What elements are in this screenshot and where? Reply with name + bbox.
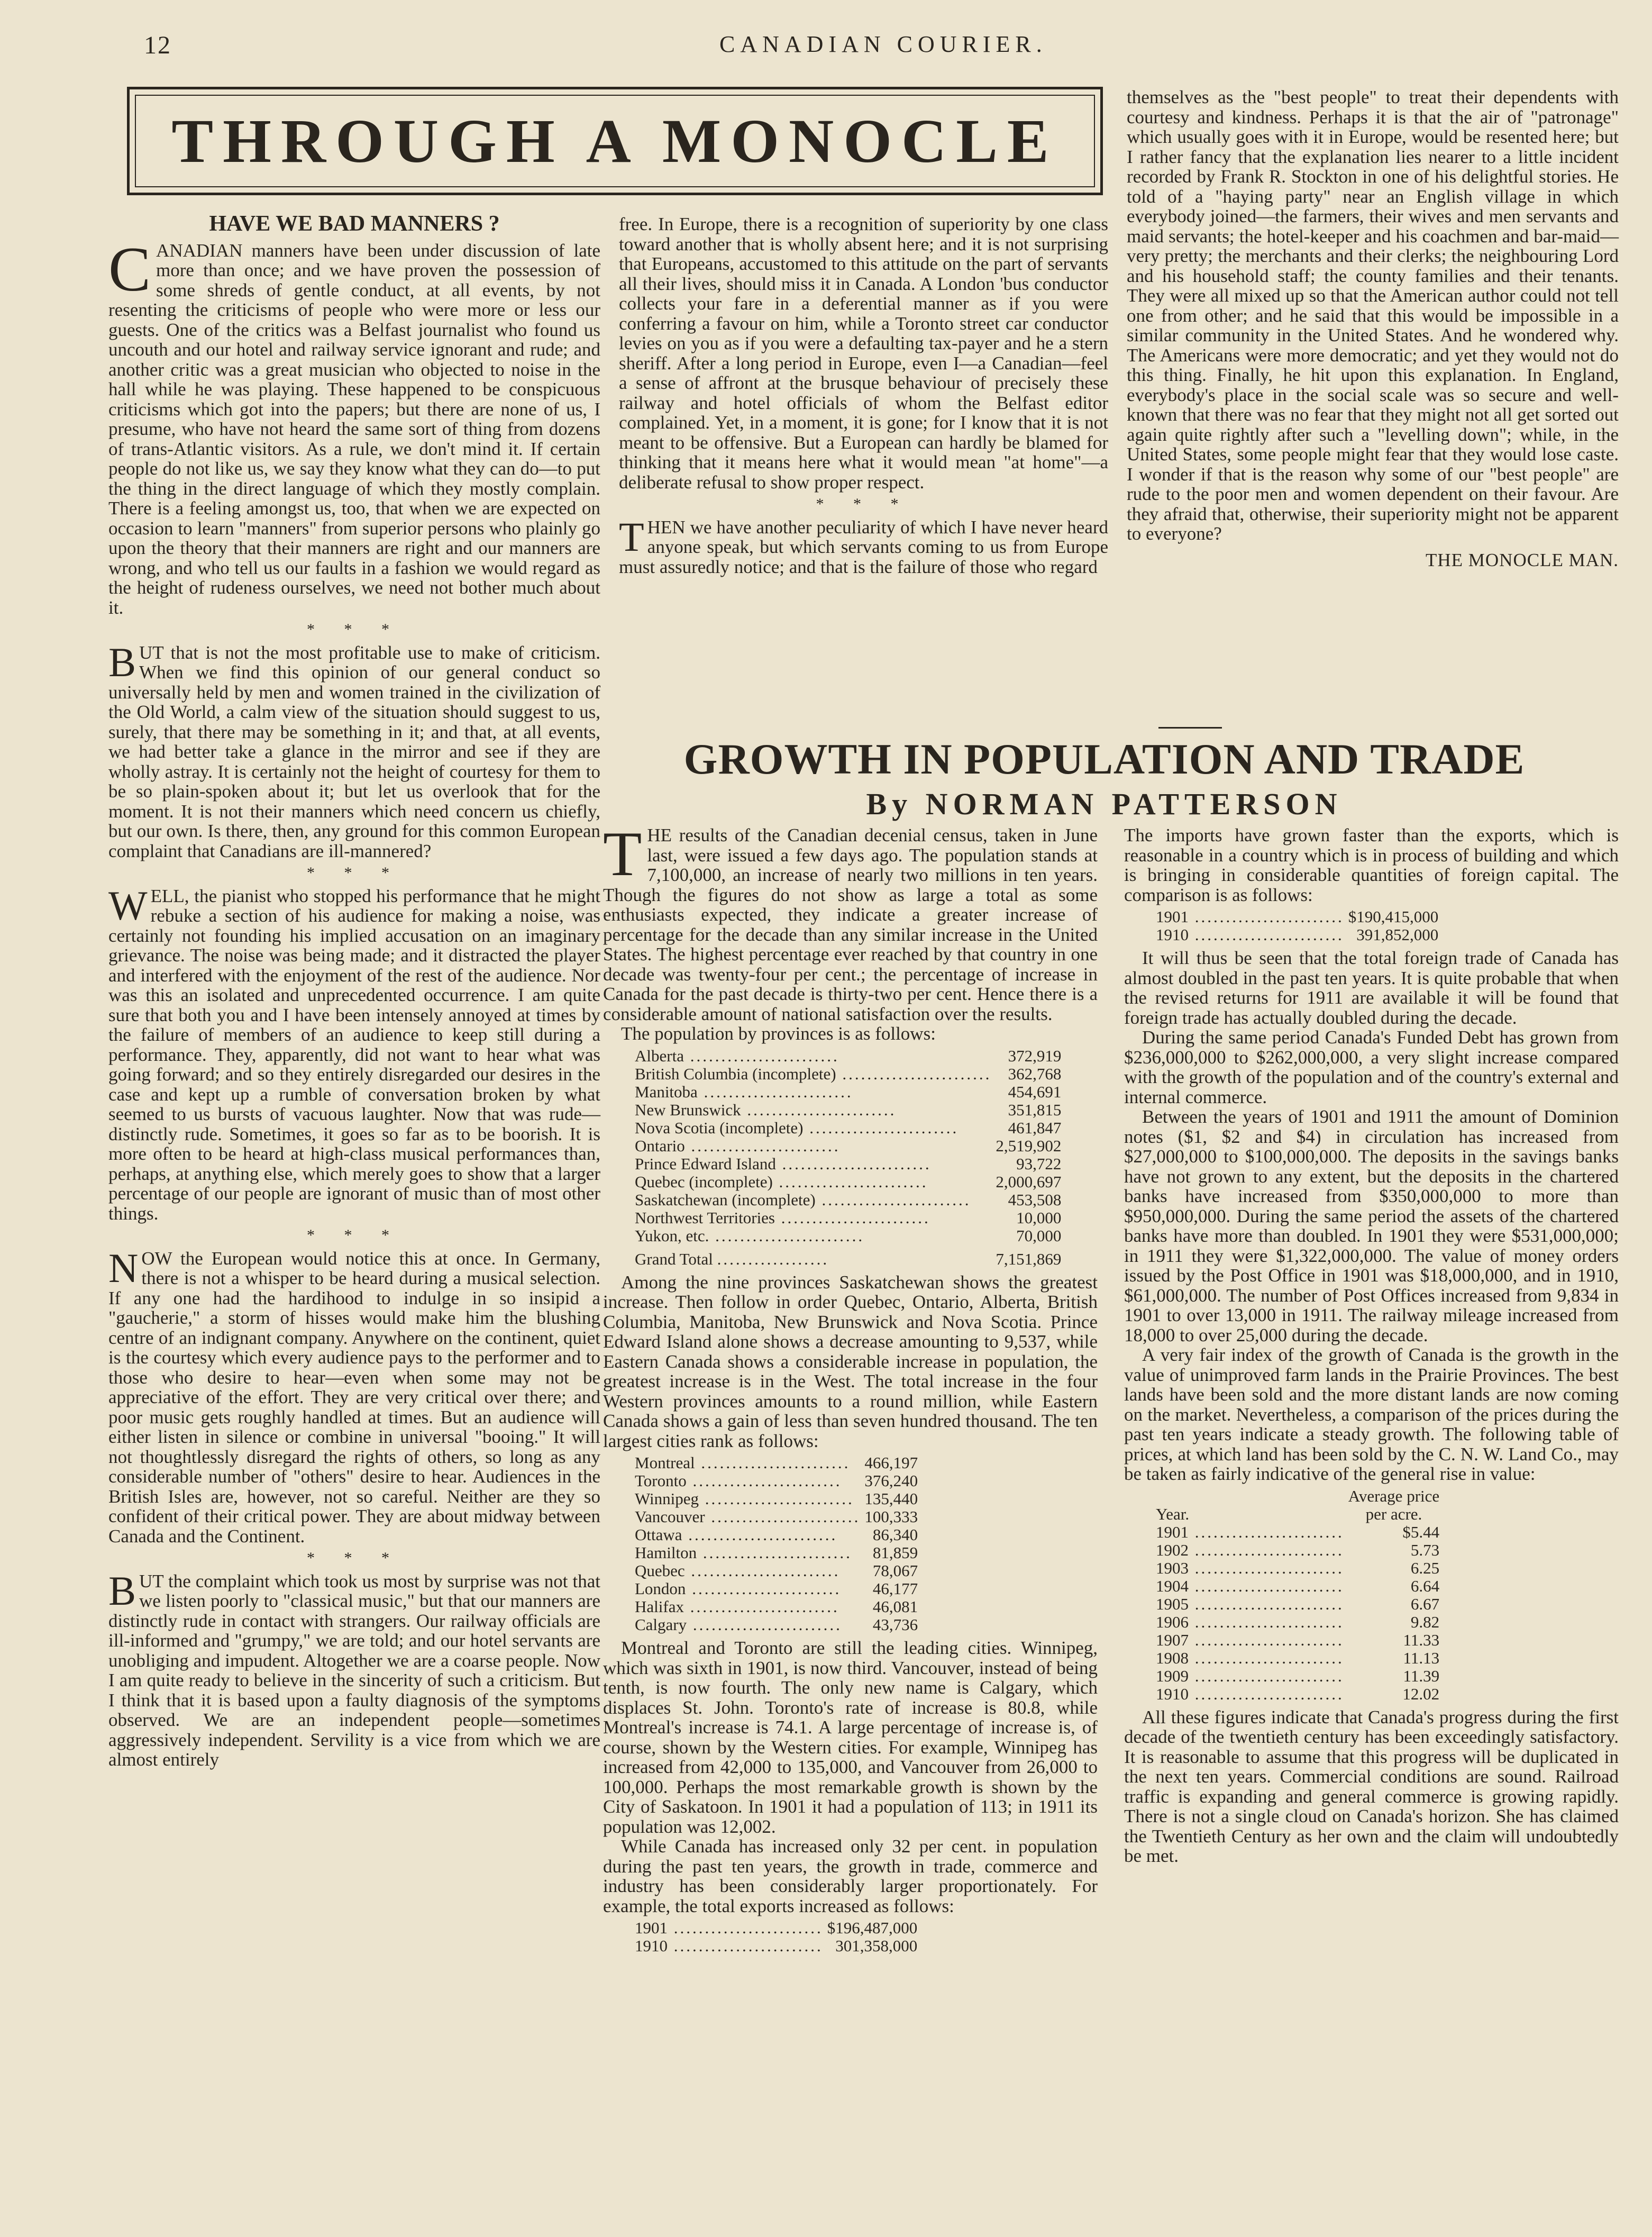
column-title: THROUGH A MONOCLE: [135, 95, 1095, 187]
city-row: London ........................ 46,177: [635, 1579, 918, 1598]
city-row: Ottawa ........................ 86,340: [635, 1525, 918, 1544]
province-row: Nova Scotia (incomplete) ........................ 461,847: [635, 1118, 1062, 1137]
city-row: Halifax ........................ 46,081: [635, 1597, 918, 1616]
monocle-column-3: [1127, 87, 1619, 570]
province-row: Yukon, etc. ........................ 70,000: [635, 1226, 1062, 1245]
monocle-paragraph: free. In Europe, there is a recognition of superiority by one class toward another that is wholly absent here; and it is not surprising that Europeans, accustomed to this attitude on the part of servants all their lives, should miss it in Canada. A London 'bus conductor collects your fare in a deferential manner as if you were conferring a favour on him, while a Toronto street car conductor levies on you as if you were a defaulting tax-payer and he a stern sheriff. After a long period in Europe, even I—a Canadian—feel a sense of affront at the brusque behaviour of precisely these railway and hotel officials of whom the Belfast editor complained. Yet, in a moment, it is gone; for I know that it is not meant to be offensive. But a European can hardly be blamed for thinking that it means here what it would mean "at home"—a deliberate refusal to show proper respect.: [619, 214, 1108, 493]
article-column-1: [603, 819, 1098, 1959]
drop-cap: B: [108, 1567, 136, 1614]
land-price-table: [1156, 1487, 1439, 1703]
page-number: 12: [144, 31, 171, 59]
province-row: Prince Edward Island ........................ 93,722: [635, 1154, 1062, 1173]
monocle-paragraph: THEN we have another peculiarity of which I have never heard anyone speak, but which servants coming to us from Europe must assuredly notice; and that is the failure of those who regard: [619, 513, 1108, 577]
imports-row: 1901 ........................ $190,415,000: [1156, 907, 1439, 926]
article-divider: [1158, 727, 1222, 729]
section-break-stars: * * *: [307, 1549, 402, 1567]
article-paragraph: During the same period Canada's Funded Debt has grown from $236,000,000 to $262,000,000, a very slight increase compared with the growth of the population and of the country's external and internal commerce.: [1124, 1027, 1619, 1107]
drop-cap: C: [108, 233, 151, 304]
article-paragraph: Montreal and Toronto are still the leading cities. Winnipeg, which was sixth in 1901, is now third. Vancouver, instead of being tenth, is now fourth. The only new name is Calgary, which displaces St. John. Toronto's rate of increase is 80.8, while Montreal's increase is 74.1. A large percentage of increase is, of course, shown by the Western cities. For example, Winnipeg has increased from 42,000 to 135,000, and Vancouver from 26,000 to 100,000. Perhaps the most remarkable growth is shown by the City of Saskatoon. In 1901 it had a population of 113; in 1911 its population was 12,002.: [603, 1638, 1098, 1837]
city-population-table: [635, 1454, 918, 1634]
grand-total-row: Grand Total .................. 7,151,869: [635, 1249, 1062, 1268]
province-row: Northwest Territories ........................ 10,000: [635, 1208, 1062, 1227]
monocle-paragraph: WELL, the pianist who stopped his performance that he might rebuke a section of his audience for making a noise, was certainly not founding his implied accusation on an imaginary grievance. The noise was being made; and it distracted the player and interfered with the enjoyment of the rest of the audience. Nor was this an isolated and unprecedented occurrence. I am quite sure that both you and I have been intensely annoyed at times by the failure of members of an audience to keep still during a performance. They, apparently, did not want to hear what was going forward; and so they entirely disregarded our desires in the case and kept up a rumble of conversation broken by what seemed to us bursts of vacuous laughter. Now that was rude—distinctly rude. Sometimes, it goes so far as to be boorish. It is more often to be heard at high-class musical performances than, perhaps, at anything else, which merely goes to show that a larger percentage of our people are ignorant of music than of most other things.: [108, 882, 600, 1224]
city-row: Montreal ........................ 466,197: [635, 1453, 918, 1472]
province-row: British Columbia (incomplete) ........................ 362,768: [635, 1064, 1062, 1083]
drop-cap: T: [603, 819, 642, 889]
city-row: Vancouver ........................ 100,333: [635, 1507, 918, 1526]
city-row: Quebec ........................ 78,067: [635, 1561, 918, 1580]
province-row: Manitoba ........................ 454,691: [635, 1082, 1062, 1101]
land-price-row: 1901 ........................ $5.44: [1156, 1522, 1440, 1541]
section-break-stars: * * *: [307, 621, 402, 638]
imports-row: 1910 ........................ 391,852,000: [1156, 925, 1439, 944]
monocle-paragraph: themselves as the "best people" to treat their dependents with courtesy and kindness. Perhaps it is that the air of "patronage" which usually goes with it in Europe, would be resented here; but I rather fancy that the explanation lies nearer to a little incident recorded by Frank R. Stockton in one of his delightful stories. He told of a "haying party" near an English village in which everybody joined—the farmers, their wives and men servants and maid servants; the hotel-keeper and his coachmen and bar-maid—very pretty; the merchants and their clerks; the neighbouring Lord and his household staff; the county families and their tenants. They were all mixed up so that the American author could not tell one from other; and he said that this would be impossible in a similar community in the United States. And he wondered why. The Americans were more democratic; and yet they would not do this thing. Finally, he hit upon this explanation. In England, everybody's place in the social scale was so secure and well-known that there was no fear that they might not all get sorted out again quite rightly after such a "levelling down"; while, in the United States, some people might fear that they would lose caste. I wonder if that is the reason why some of our "best people" are rude to the poor men and women dependent on their favour. Are they afraid that, otherwise, their superiority might not be apparent to everyone?: [1127, 87, 1619, 544]
article-paragraph: Among the nine provinces Saskatchewan shows the greatest increase. Then follow in order Quebec, Ontario, Alberta, British Columbia, Manitoba, New Brunswick and Nova Scotia. Prince Edward Island alone shows a decrease amounting to 9,537, while Eastern Canada shows a considerable increase in population, the greatest increase is in the West. The total increase in the four Western provinces amounts to a round million, while Eastern Canada shows a gain of less than seven hundred thousand. The ten largest cities rank as follows:: [603, 1271, 1098, 1451]
land-price-row: 1905 ........................ 6.67: [1156, 1594, 1440, 1613]
land-price-row: 1902 ........................ 5.73: [1156, 1540, 1440, 1559]
monocle-paragraph: NOW the European would notice this at once. In Germany, there is not a whisper to be heard during a musical selection. If any one had the hardihood to indulge in so insipid a "gaucherie," a storm of hisses would make him the blushing centre of an indignant company. Anywhere on the continent, quiet is the courtesy which every audience pays to the performer and to those who desire to hear—even when some may not be appreciative of the effort. They are very critical over there; and poor music gets roughly handled at times. But an audience will either listen in silence or combine in universal "booing." It will not thoughtlessly disregard the rights of others, so long as any considerable number of "others" desire to hear. Audiences in the British Isles are, however, not so careful. Neither are they so confident of their critical power. They are about midway between Canada and the Continent.: [108, 1244, 600, 1547]
article-headline: GROWTH IN POPULATION AND TRADE: [683, 735, 1525, 783]
article-paragraph: While Canada has increased only 32 per cent. in population during the past ten years, the growth in trade, commerce and industry has been considerably larger proportionately. For example, the total exports increased as follows:: [603, 1836, 1098, 1916]
city-row: Hamilton ........................ 81,859: [635, 1543, 918, 1562]
column-title-box: [127, 87, 1103, 195]
monocle-paragraph: BUT that is not the most profitable use to make of criticism. When we find this opinion of our general conduct so universally held by men and women trained in the civilization of the Old World, a calm view of the situation should suggest to us, surely, that there may be something in it; and that, at all events, we had better take a glance in the mirror and see if they are wholly astray. It is certainly not the height of courtesy for them to be so plain-spoken about it; but let us overlook that for the moment. It is not their manners which need concern us chiefly, but our own. Is there, then, any ground for this common European complaint that Canadians are ill-mannered?: [108, 639, 600, 861]
article-paragraph: THE results of the Canadian decenial census, taken in June last, were issued a few days ago. The population stands at 7,100,000, an increase of nearly two millions in ten years. Though the figures do not show as large a total as some enthusiasts expected, they indicate a greater increase of percentage for the decade than any similar increase in the United States. The highest percentage ever reached by that country in one decade was twenty-four per cent.; the percentage of increase in Canada for the past decade is thirty-two per cent. Hence there is a considerable amount of national satisfaction over the results.: [603, 819, 1098, 1024]
section-break-stars: * * *: [307, 1226, 402, 1244]
article-byline: By NORMAN PATTERSON: [866, 787, 1343, 821]
city-row: Toronto ........................ 376,240: [635, 1471, 918, 1490]
province-row: Quebec (incomplete) ........................ 2,000,697: [635, 1172, 1062, 1191]
imports-table: [1156, 908, 1438, 944]
monocle-paragraph: BUT the complaint which took us most by surprise was not that we listen poorly to "classical music," but that our manners are distinctly rude in contact with strangers. Our railway officials are ill-informed and "grumpy," we are told; and our hotel servants are unobliging and impudent. Altogether we are a coarse people. Now I am quite ready to believe in the sincerity of such a criticism. But I think that it is based upon a faulty diagnosis of the symptoms observed. We are an independent people—sometimes aggressively independent. Servility is a vice from which we are almost entirely: [108, 1567, 600, 1770]
article-paragraph: It will thus be seen that the total foreign trade of Canada has almost doubled in the past ten years. It is quite probable that when the revised returns for 1911 are available it will be found that foreign trade has actually doubled during the decade.: [1124, 948, 1619, 1028]
land-price-row: 1904 ........................ 6.64: [1156, 1576, 1440, 1595]
exports-row: 1901 ........................ $196,487,000: [635, 1918, 918, 1937]
running-head: CANADIAN COURIER.: [719, 31, 1047, 57]
province-population-table: [635, 1047, 1061, 1268]
drop-cap: B: [108, 639, 136, 685]
article-paragraph: All these figures indicate that Canada's progress during the first decade of the twentieth century has been exceedingly satisfactory. It is reasonable to assume that this progress will be duplicated in the next ten years. Commercial conditions are sound. Railroad traffic is expanding and general commerce is growing rapidly. There is not a single cloud on Canada's horizon. She has claimed the Twentieth Century as her own and the claim will undoubtedly be met.: [1124, 1706, 1619, 1866]
monocle-paragraph: CANADIAN manners have been under discussion of late more than once; and we have proven the possession of some shreds of gentle conduct, at all events, by not resenting the criticisms of people who were more or less our guests. One of the critics was a Belfast journalist who found us uncouth and our hotel and railway service ignorant and rude; and another critic was a great musician who objected to noise in the hall while he was playing. These happened to be conspicuous criticisms which got into the papers; but there are none of us, I presume, who have not heard the same sort of thing from dozens of trans-Atlantic visitors. As a rule, we don't mind it. If certain people do not like us, we say they know what they can do—to put the thing in the direct language of which they mostly complain. There is a feeling amongst us, too, that when we are expected on occasion to learn "manners" from superior persons who plainly go upon the theory that their manners are right and our manners are wrong, and who tell us our faults in a fashion we would regard as the height of rudeness ourselves, we need not bother much about it.: [108, 233, 600, 618]
section-break-stars: * * *: [816, 495, 911, 513]
article-column-2: [1124, 825, 1619, 1866]
land-price-row: 1908 ........................ 11.13: [1156, 1648, 1440, 1667]
monocle-heading: HAVE WE BAD MANNERS ?: [209, 212, 500, 236]
province-row: Ontario ........................ 2,519,902: [635, 1136, 1062, 1155]
article-paragraph: Between the years of 1901 and 1911 the amount of Dominion notes ($1, $2 and $4) in circulation has increased from $27,000,000 to $100,000,000. The deposits in the savings banks have not grown to any extent, but the deposits in the chartered banks have increased from $350,000,000 to more than $950,000,000. During the same period the assets of the chartered banks have more than doubled. In 1901 they were $531,000,000; in 1911 they were $1,322,000,000. The value of money orders issued by the Post Office in 1901 was $18,000,000, and in 1910, $61,000,000. The number of Post Offices increased from 9,834 in 1901 to over 13,000 in 1911. The railway mileage increased from 18,000 to over 25,000 during the decade.: [1124, 1106, 1619, 1345]
exports-table: [635, 1919, 917, 1955]
drop-cap: T: [619, 513, 644, 560]
land-price-row: 1903 ........................ 6.25: [1156, 1558, 1440, 1577]
land-price-row: 1906 ........................ 9.82: [1156, 1612, 1440, 1631]
article-paragraph: The imports have grown faster than the exports, which is reasonable in a country which is in process of building and which is bringing in considerable quantities of foreign capital. The comparison is as follows:: [1124, 825, 1619, 905]
province-row: New Brunswick ........................ 351,815: [635, 1100, 1062, 1119]
monocle-signature: THE MONOCLE MAN.: [1425, 549, 1619, 570]
exports-row: 1910 ........................ 301,358,000: [635, 1936, 918, 1955]
city-row: Calgary ........................ 43,736: [635, 1615, 918, 1634]
drop-cap: W: [108, 882, 148, 929]
land-price-header: Year. Average price per acre.: [1156, 1486, 1440, 1523]
monocle-column-1: [108, 214, 600, 1770]
drop-cap: N: [108, 1244, 139, 1291]
article-paragraph: A very fair index of the growth of Canada is the growth in the value of unimproved farm lands in the Prairie Provinces. The best lands have been sold and the more distant lands are now coming on the market. Nevertheless, a comparison of the prices during the past ten years indicate a steady growth. The following table of prices, at which land has been sold by the C. N. W. Land Co., may be taken as fairly indicative of the general rise in value:: [1124, 1344, 1619, 1484]
article-paragraph: The population by provinces is as follows:: [621, 1023, 936, 1044]
province-row: Alberta ........................ 372,919: [635, 1046, 1062, 1065]
province-row: Saskatchewan (incomplete) ........................ 453,508: [635, 1190, 1062, 1209]
land-price-row: 1907 ........................ 11.33: [1156, 1630, 1440, 1649]
land-price-row: 1910 ........................ 12.02: [1156, 1684, 1440, 1703]
monocle-column-2: [619, 214, 1108, 577]
section-break-stars: * * *: [307, 864, 402, 881]
city-row: Winnipeg ........................ 135,440: [635, 1489, 918, 1508]
land-price-row: 1909 ........................ 11.39: [1156, 1666, 1440, 1685]
